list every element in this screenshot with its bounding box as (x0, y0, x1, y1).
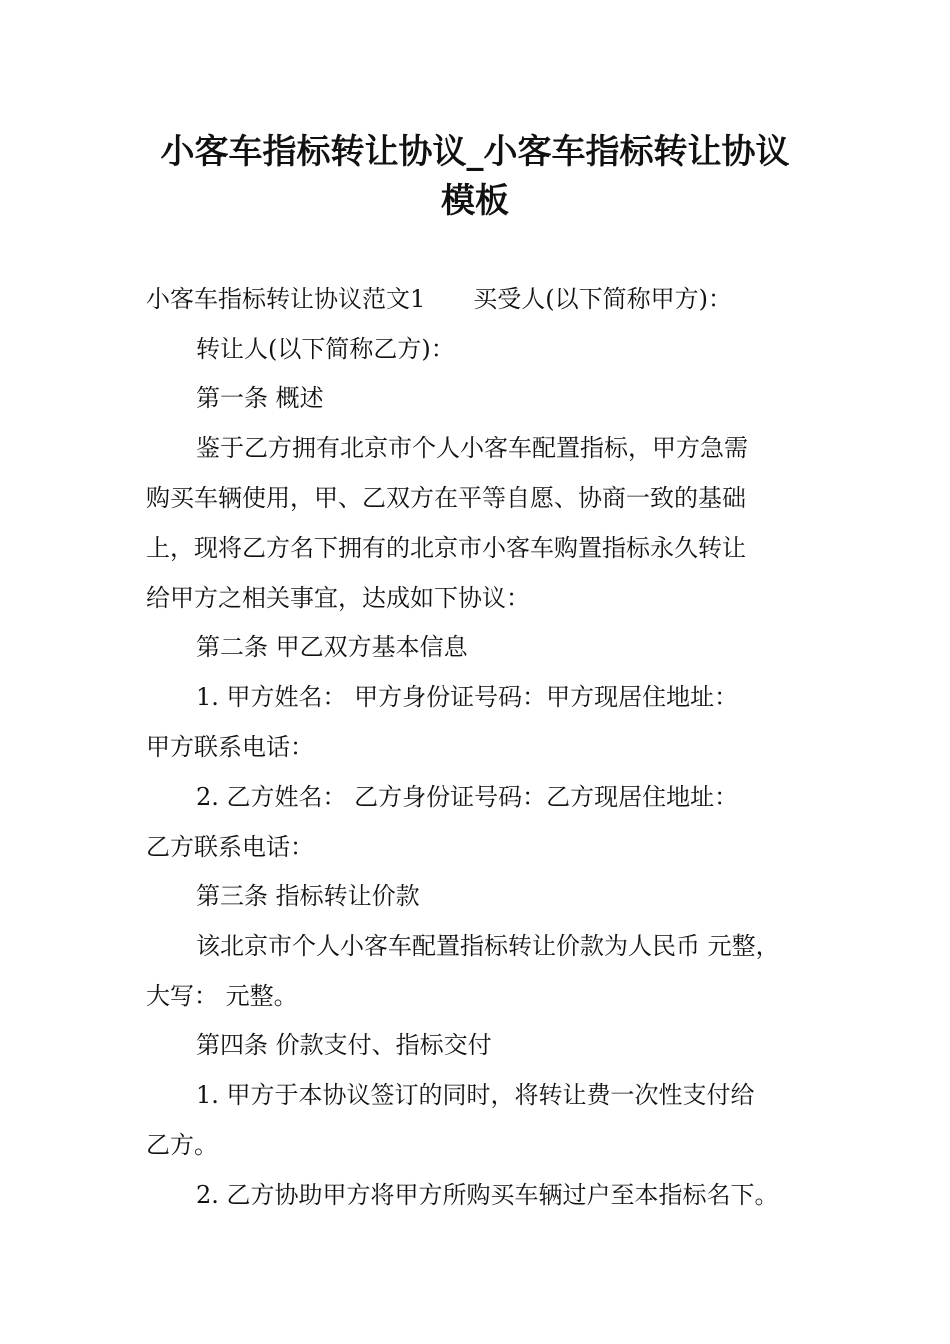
intro-line (146, 274, 816, 324)
article-4-item-2-line: 2. 乙方协助甲方将甲方所购买车辆过户至本指标名下。 (196, 1181, 779, 1209)
article-4-heading: 第四条 价款支付、指标交付 (196, 1031, 492, 1059)
article-1-paragraph-line: 购买车辆使用，甲、乙双方在平等自愿、协商一致的基础 (146, 484, 746, 512)
article-3-paragraph-line: 该北京市个人小客车配置指标转让价款为人民币 元整， (196, 932, 780, 960)
article-2-heading: 第二条 甲乙双方基本信息 (196, 633, 468, 661)
article-1-paragraph-line: 给甲方之相关事宜，达成如下协议： (146, 584, 530, 612)
article-1-paragraph-line: 鉴于乙方拥有北京市个人小客车配置指标，甲方急需 (196, 434, 748, 462)
party-b-phone-line: 乙方联系电话： (146, 833, 314, 861)
party-a-phone-line: 甲方联系电话： (146, 733, 314, 761)
party-a-info-line: 1. 甲方姓名： 甲方身份证号码：甲方现居住地址： (196, 683, 739, 711)
article-1-heading: 第一条 概述 (196, 384, 324, 412)
party-b-info-line: 2. 乙方姓名： 乙方身份证号码：乙方现居住地址： (196, 783, 739, 811)
document-title-line-1: 小客车指标转让协议_小客车指标转让协议 (160, 132, 790, 172)
article-3-heading: 第三条 指标转让价款 (196, 882, 420, 910)
transferor-label: 转让人(以下简称乙方)： (196, 335, 455, 363)
article-4-item-1-line: 1. 甲方于本协议签订的同时，将转让费一次性支付给 (196, 1081, 755, 1109)
article-1-paragraph-line: 上，现将乙方名下拥有的北京市小客车购置指标永久转让 (146, 534, 746, 562)
buyer-label: 买受人(以下简称甲方)： (473, 285, 733, 313)
article-3-paragraph-line: 大写： 元整。 (146, 982, 298, 1010)
sample-heading: 小客车指标转让协议范文1 (146, 285, 426, 313)
document-title-line-2: 模板 (441, 181, 509, 221)
article-4-item-1-line: 乙方。 (146, 1131, 218, 1159)
